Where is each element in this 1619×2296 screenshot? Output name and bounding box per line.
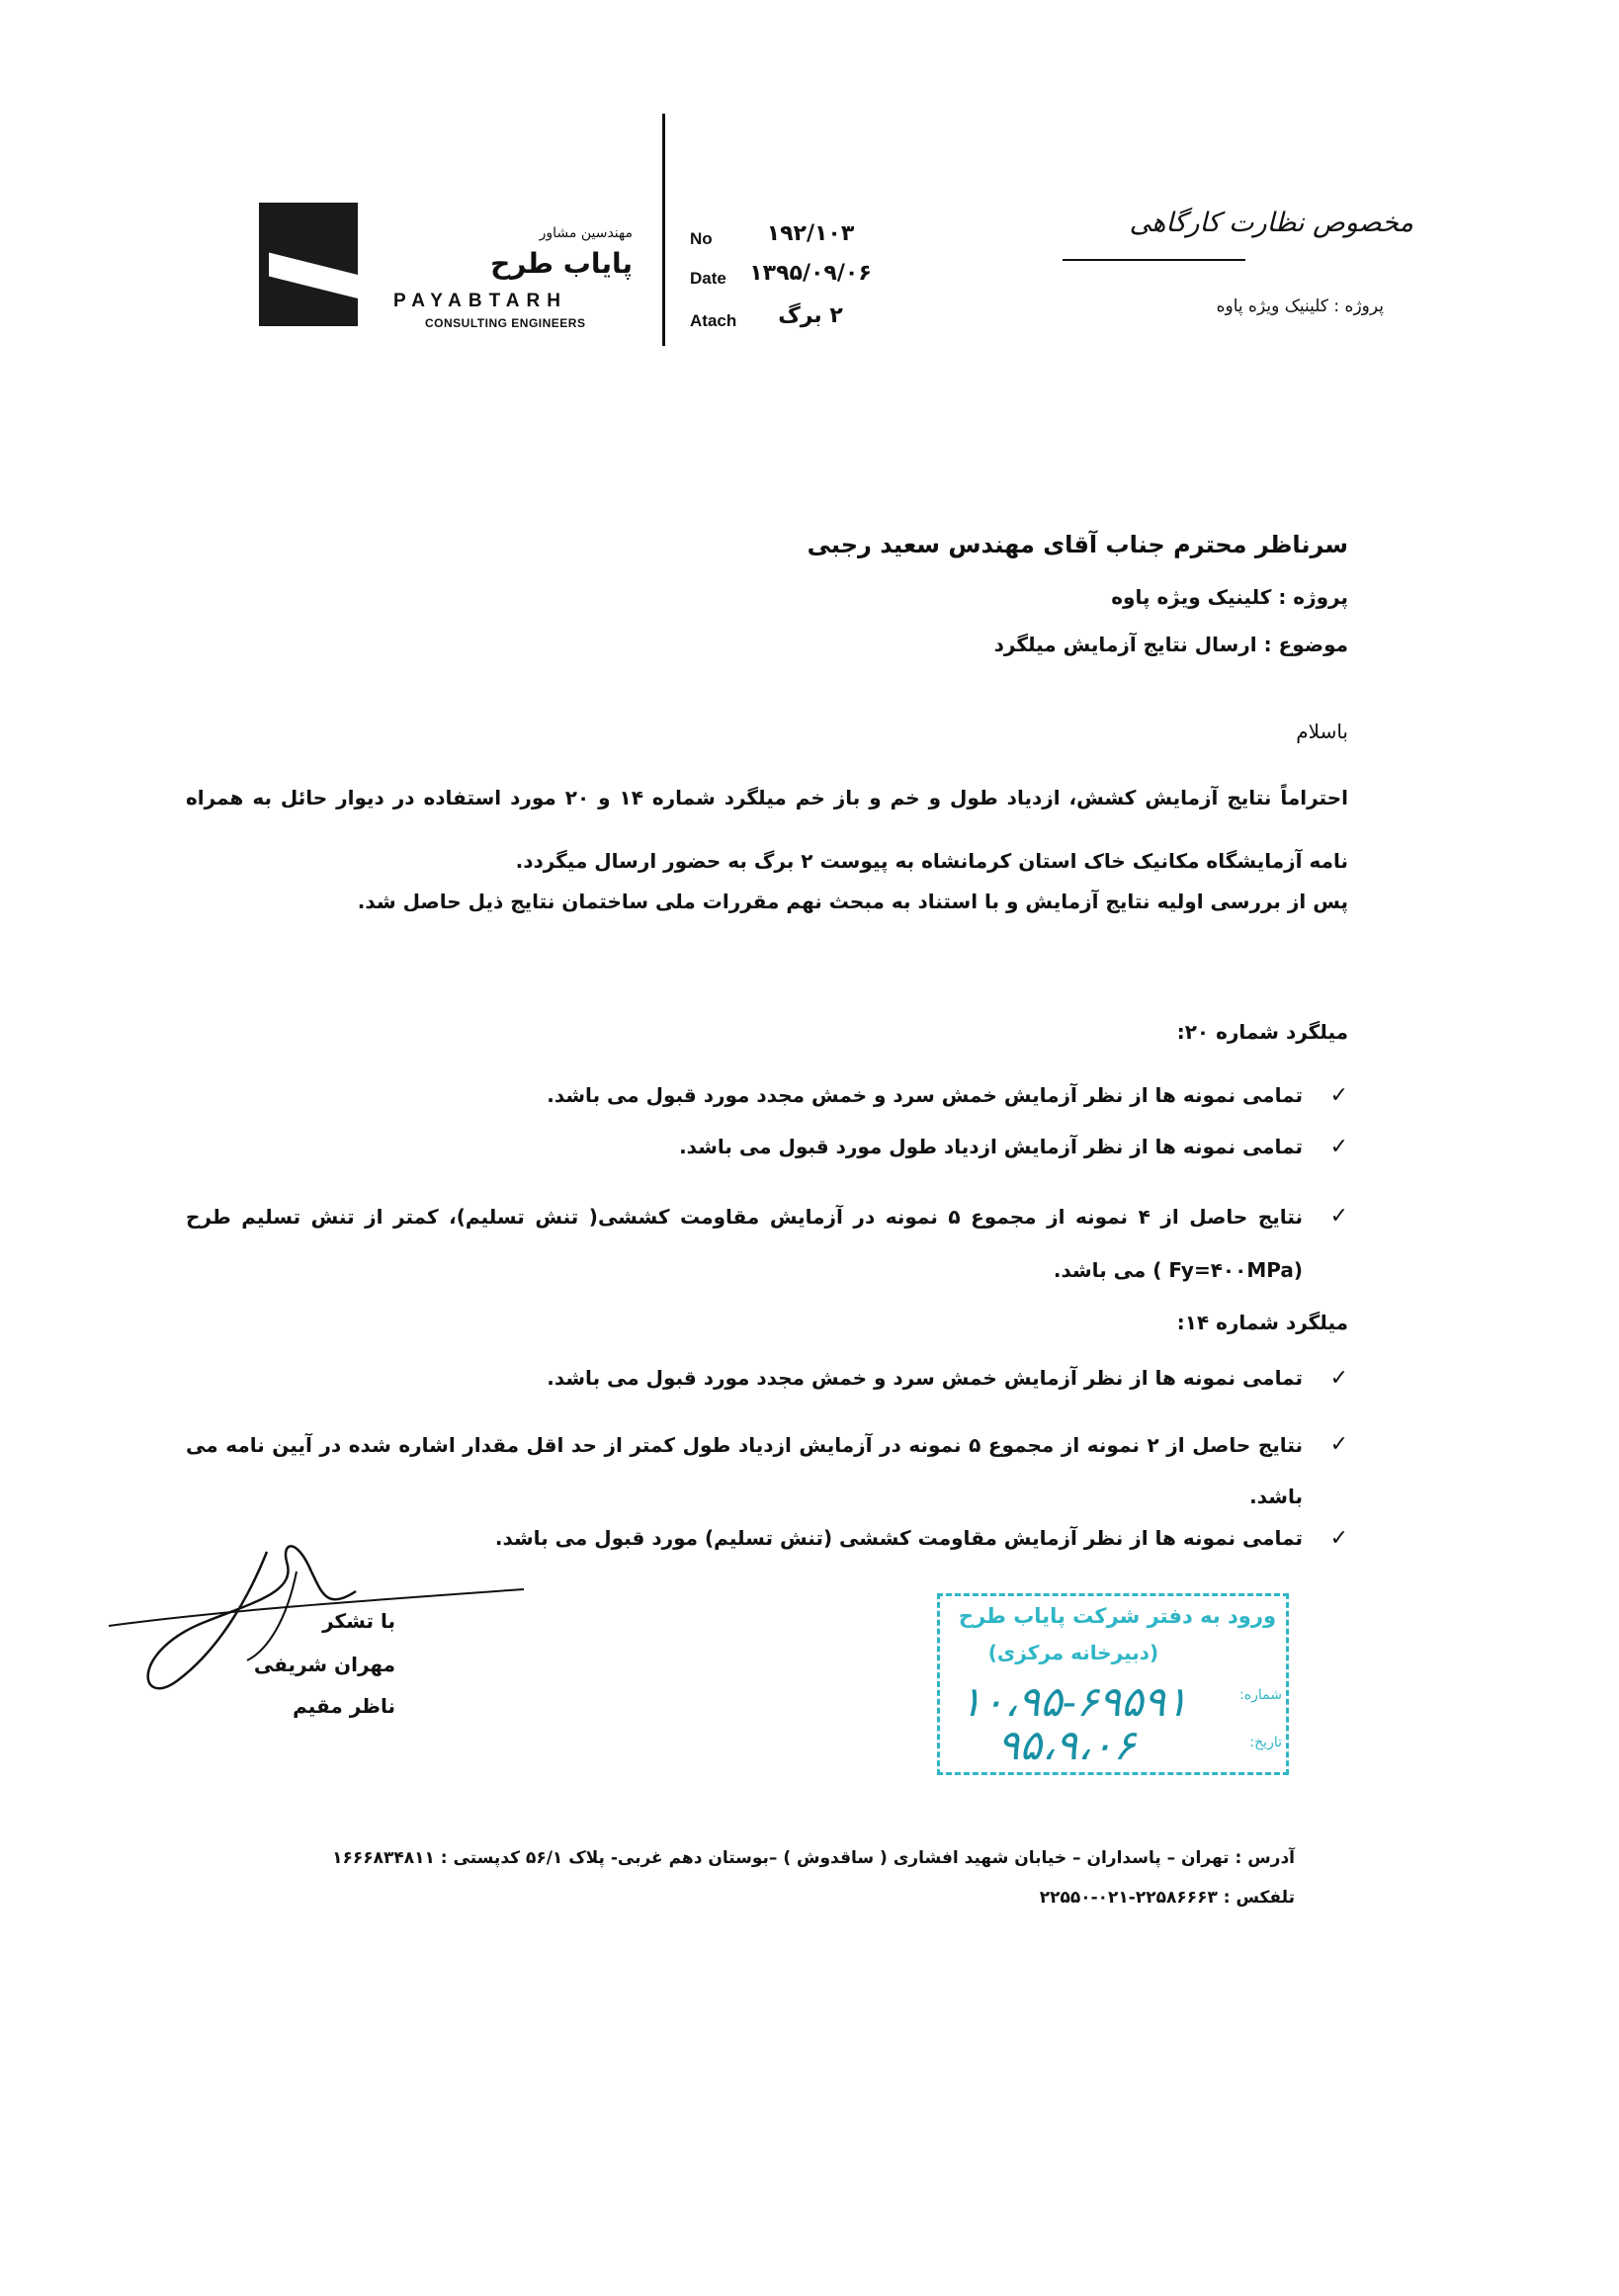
attach-value: ۲ برگ [778, 303, 843, 328]
no-label: No [690, 229, 713, 248]
check-icon: ✓ [1329, 1204, 1348, 1229]
logo-title-fa: پایاب طرح [490, 247, 633, 280]
subject-line: موضوع : ارسال نتایج آزمایش میلگرد [993, 633, 1348, 656]
project-line: پروژه : کلینیک ویژه پاوه [1111, 585, 1348, 609]
list-item [186, 1083, 1348, 1135]
header-project: پروژه : کلینیک ویژه پاوه [1216, 297, 1384, 316]
registry-stamp [937, 1593, 1289, 1775]
section-rebar-20-title: میلگرد شماره ۲۰: [1176, 1020, 1348, 1044]
date-label: Date [690, 269, 726, 288]
stamp-handwritten-date: ۹۵،۹،۰۶ [997, 1721, 1136, 1769]
list-item-text: نتایج حاصل از ۲ نمونه از مجموع ۵ نمونه در آزمایش ازدیاد طول کمتر از حد اقل مقدار اشاره شده در آیین نامه می باشد. [186, 1433, 1303, 1508]
stamp-handwritten-number: ۱۰،۹۵-۶۹۵۹۱ [960, 1677, 1188, 1726]
logo-title-en: PAYABTARH [393, 291, 567, 311]
date-value: ۱۳۹۵/۰۹/۰۶ [749, 261, 872, 286]
no-value: ۱۹۲/۱۰۳ [766, 221, 855, 246]
stamp-date-label: تاریخ: [1249, 1735, 1282, 1750]
list-item [186, 1190, 1348, 1297]
section-rebar-14-list [186, 1366, 1348, 1550]
recipient: سرناظر محترم جناب آقای مهندس سعید رجبی [807, 531, 1348, 558]
list-item-text: نتایج حاصل از ۴ نمونه از مجموع ۵ نمونه در آزمایش مقاومت کششی( تنش تسلیم)، کمتر از تنش تسلیم طرح (Fy=۴۰۰MPa ) می باشد. [186, 1205, 1303, 1282]
check-icon: ✓ [1329, 1432, 1348, 1457]
logo-subtitle-en: CONSULTING ENGINEERS [425, 316, 586, 330]
section-rebar-14-title: میلگرد شماره ۱۴: [1176, 1311, 1348, 1334]
header-title-underline [1063, 259, 1245, 261]
company-logo-mark [259, 203, 358, 326]
check-icon: ✓ [1329, 1526, 1348, 1551]
greeting: باسلام [1296, 720, 1348, 743]
section-rebar-20-list [186, 1083, 1348, 1297]
logo-subtitle-fa: مهندسین مشاور [539, 225, 633, 241]
list-item [186, 1135, 1348, 1190]
footer-address: آدرس : تهران – پاسداران – خیابان شهید افشاری ( ساقدوش ) –بوستان دهم غربی- پلاک ۵۶/۱ کدپستی : ۱۶۶۶۸۳۴۸۱۱ [332, 1848, 1295, 1868]
stamp-number-label: شماره: [1239, 1687, 1282, 1703]
list-item-text: تمامی نمونه ها از نظر آزمایش خمش سرد و خمش مجدد مورد قبول می باشد. [547, 1083, 1303, 1107]
check-icon: ✓ [1329, 1083, 1348, 1108]
list-item-text: تمامی نمونه ها از نظر آزمایش ازدیاد طول مورد قبول می باشد. [679, 1135, 1303, 1158]
list-item [186, 1419, 1348, 1526]
list-item [186, 1366, 1348, 1419]
header-divider [662, 114, 665, 346]
list-item-text: تمامی نمونه ها از نظر آزمایش خمش سرد و خمش مجدد مورد قبول می باشد. [547, 1366, 1303, 1390]
list-item-text: تمامی نمونه ها از نظر آزمایش مقاومت کششی (تنش تسلیم) مورد قبول می باشد. [494, 1526, 1303, 1550]
header-site-supervision-title: مخصوص نظارت کارگاهی [1129, 208, 1413, 238]
stamp-title: ورود به دفتر شرکت پایاب طرح [958, 1604, 1276, 1628]
paragraph-review: پس از بررسی اولیه نتایج آزمایش و با استناد به مبحث نهم مقررات ملی ساختمان نتایج ذیل حاصل شد. [357, 890, 1348, 913]
check-icon: ✓ [1329, 1135, 1348, 1159]
attach-label: Atach [690, 311, 737, 330]
check-icon: ✓ [1329, 1366, 1348, 1391]
signature-name: مهران شریفی [253, 1653, 395, 1676]
stamp-subtitle: (دبیرخانه مرکزی) [987, 1641, 1159, 1664]
footer-telfax: تلفکس : ۲۲۵۸۶۶۶۳-۰۲۱-۲۲۵۵۰ [1039, 1888, 1295, 1908]
paragraph-intro: احتراماً نتایج آزمایش کشش، ازدیاد طول و خم و باز خم میلگرد شماره ۱۴ و ۲۰ مورد استفاده در دیوار حائل به همراه نامه آزمایشگاه مکانیک خاک استان کرمانشاه به پیوست ۲ برگ به حضور ارسال میگردد. [186, 786, 1348, 873]
signature-thanks: با تشکر [322, 1609, 395, 1633]
signature-role: ناظر مقیم [293, 1694, 395, 1718]
